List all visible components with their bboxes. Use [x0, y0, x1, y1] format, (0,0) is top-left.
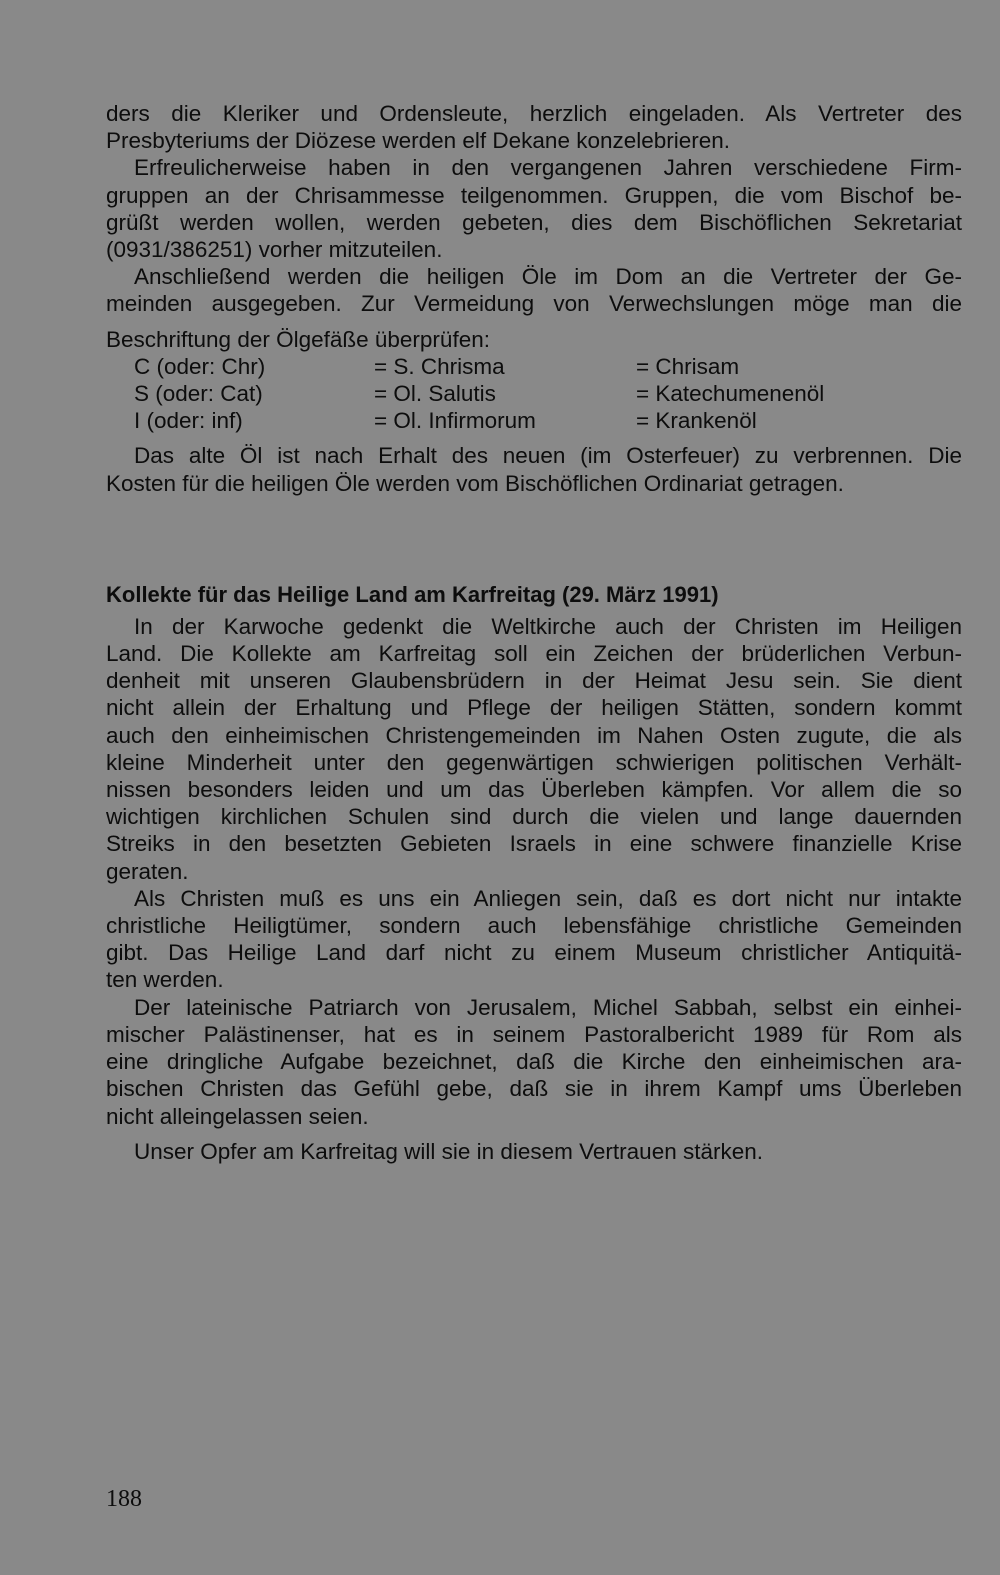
- text-line: ders die Kleriker und Ordensleute, herzlich eingeladen. Als Vertreter des: [106, 101, 962, 126]
- text-line: eine dringliche Aufgabe bezeichnet, daß die Kirche den einheimischen ara-: [106, 1049, 962, 1075]
- text-line: ten werden.: [106, 967, 224, 993]
- page-number: 188: [106, 1486, 142, 1512]
- text-line: nicht allein der Erhaltung und Pflege der heiligen Stätten, sondern kommt: [106, 695, 962, 721]
- oil-code: C (oder: Chr): [134, 353, 266, 379]
- paragraph-altes-oel: [106, 442, 962, 496]
- text-line: Beschriftung der Ölgefäße überprüfen:: [106, 326, 490, 352]
- paragraph-christen: [106, 885, 962, 994]
- text-line: christliche Heiligtümer, sondern auch lebensfähige christliche Gemeinden: [106, 913, 962, 939]
- text-line: Der lateinische Patriarch von Jerusalem, Michel Sabbah, selbst ein einhei-: [134, 994, 962, 1020]
- document-page: [106, 100, 962, 1165]
- oil-latin-name: = Ol. Infirmorum: [374, 408, 536, 434]
- oil-row: [134, 353, 962, 380]
- text-line: geraten.: [106, 858, 189, 884]
- oil-row: [134, 380, 962, 407]
- text-line: meinden ausgegeben. Zur Vermeidung von Verwechslungen möge man die: [106, 291, 962, 317]
- text-line: Unser Opfer am Karfreitag will sie in diesem Vertrauen stärken.: [134, 1138, 764, 1164]
- section-heading: Kollekte für das Heilige Land am Karfreitag (29. März 1991): [106, 581, 719, 607]
- text-line: nissen besonders leiden und um das Überleben kämpfen. Vor allem die so: [106, 777, 962, 803]
- paragraph-firmgruppen: [106, 154, 962, 263]
- paragraph-oele: [106, 263, 962, 317]
- text-line: auch den einheimischen Christengemeinden im Nahen Osten zugute, die als: [106, 722, 962, 748]
- text-line: wichtigen kirchlichen Schulen sind durch die vielen und lange dauernden: [106, 804, 962, 830]
- text-line: gruppen an der Chrisammesse teilgenommen. Gruppen, die vom Bischof be-: [106, 182, 962, 208]
- text-line: grüßt werden wollen, werden gebeten, dies dem Bischöflichen Sekretariat: [106, 209, 962, 235]
- paragraph-beschriftung: [106, 326, 962, 353]
- oil-code: S (oder: Cat): [134, 381, 263, 407]
- text-line: Das alte Öl ist nach Erhalt des neuen (im Osterfeuer) zu verbrennen. Die: [134, 443, 962, 469]
- text-line: Streiks in den besetzten Gebieten Israels in eine schwere finanzielle Krise: [106, 831, 962, 857]
- text-line: gibt. Das Heilige Land darf nicht zu einem Museum christlicher Antiquitä-: [106, 940, 962, 966]
- oil-label-table: [134, 353, 962, 435]
- oil-latin-name: = Ol. Salutis: [374, 381, 496, 407]
- paragraph-patriarch: [106, 994, 962, 1130]
- oil-meaning: = Chrisam: [636, 353, 740, 379]
- oil-latin-name: = S. Chrisma: [374, 353, 505, 379]
- oil-meaning: = Krankenöl: [636, 408, 757, 434]
- text-line: Erfreulicherweise haben in den vergangenen Jahren verschiedene Firm-: [134, 155, 962, 181]
- text-line: Land. Die Kollekte am Karfreitag soll ein Zeichen der brüderlichen Verbun-: [106, 641, 962, 667]
- text-line: bischen Christen das Gefühl gebe, daß sie in ihrem Kampf ums Überleben: [106, 1076, 962, 1102]
- text-line: In der Karwoche gedenkt die Weltkirche auch der Christen im Heiligen: [134, 613, 962, 639]
- paragraph-opfer: [106, 1138, 962, 1165]
- text-line: Kosten für die heiligen Öle werden vom Bischöflichen Ordinariat getragen.: [106, 470, 844, 496]
- oil-meaning: = Katechumenenöl: [636, 381, 825, 407]
- text-line: nicht alleingelassen seien.: [106, 1103, 369, 1129]
- text-line: kleine Minderheit unter den gegenwärtigen schwierigen politischen Verhält-: [106, 749, 962, 775]
- oil-code: I (oder: inf): [134, 408, 243, 434]
- text-line: (0931/386251) vorher mitzuteilen.: [106, 237, 443, 263]
- paragraph-karwoche: [106, 613, 962, 885]
- text-line: Anschließend werden die heiligen Öle im Dom an die Vertreter der Ge-: [134, 264, 962, 290]
- oil-row: [134, 407, 962, 434]
- text-line: mischer Palästinenser, hat es in seinem Pastoralbericht 1989 für Rom als: [106, 1021, 962, 1047]
- text-line: Presbyteriums der Diözese werden elf Dekane konzelebrieren.: [106, 128, 731, 154]
- paragraph-intro: [106, 100, 962, 154]
- text-line: Als Christen muß es uns ein Anliegen sein, daß es dort nicht nur intakte: [134, 885, 962, 911]
- text-line: denheit mit unseren Glaubensbrüdern in der Heimat Jesu sein. Sie dient: [106, 668, 962, 694]
